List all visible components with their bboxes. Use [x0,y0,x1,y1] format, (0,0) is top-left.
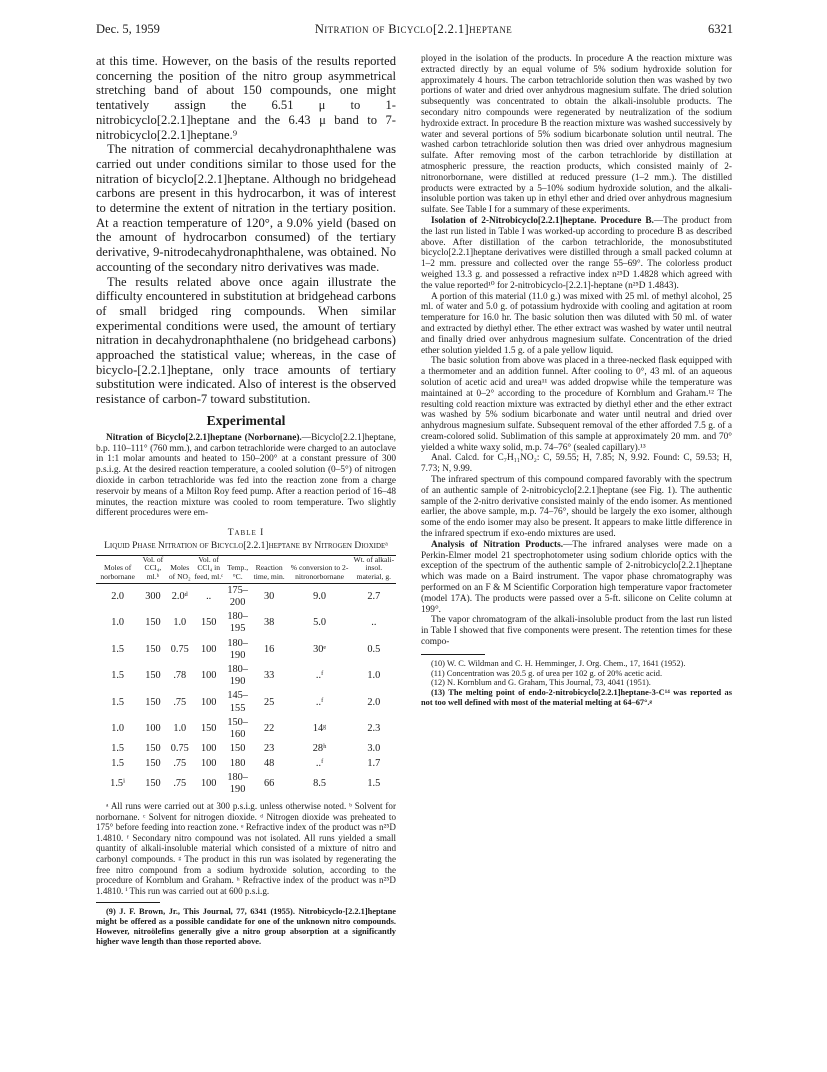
section-heading: Experimental [206,412,286,428]
table-cell: 100 [200,777,217,789]
table-cell: 23 [264,743,275,755]
table-row [96,637,396,663]
left-column [96,54,396,947]
table-cell: 100 [145,722,161,734]
column-header: Wt. of alkali-insol. material, g. [352,556,396,584]
table-row [96,742,396,756]
table-row [96,757,396,771]
experimental-paragraph [96,433,396,519]
table-cell: 180–195 [227,611,248,635]
table-cell: 150 [145,643,161,655]
paragraph: The nitration of commercial decahydronaphthalene was carried out under conditions similar to those used for the nitration of bicyclo[2.2.1]heptane. Although no bridgehead carbons are present in this hydrocarbon, it was of interest to determine the extent of nitration in the tertiary position. At a reaction temperature of 120°, a 9.0% yield (based on the amount of hydrocarbon consumed) of the tertiary derivative, 9-nitrodecahydronaphthalene, was obtained. No accounting of the secondary nitro derivatives was made. [96,142,396,274]
table-cell: 150–160 [227,716,248,741]
table-cell: .. [206,590,212,602]
table-cell: 100 [200,670,217,682]
run-in-heading: Nitration of Bicyclo[2.2.1]heptane (Norbornane). [106,432,302,443]
running-header-title: Nitration of Bicyclo[2.2.1]heptane [314,22,513,36]
table-cell: 1.5 [367,777,381,789]
table-cell: 150 [200,722,217,734]
table-cell: 100 [200,643,217,655]
table-cell: 300 [145,590,161,602]
nitration-table [96,555,396,797]
table-cell: 38 [264,617,275,629]
table-cell: 0.5 [367,643,381,655]
table-cell: 150 [145,696,161,708]
paragraph: The infrared spectrum of this compound compared favorably with the spectrum of an authentic sample of 2-nitrobicyclo[2.2.1]heptane (see Fig. 1). The authentic sample of the 2-nitro derivative consisted mainly of the endo isomer. As mentioned earlier, the above sample, m.p. 74–76°, should be largely the exo isomer, although some of the endo isomer may also be present. It appears to make little difference in the infrared spectrum if exo-endo mixtures are used. [421,475,732,540]
table-cell: .78 [173,670,187,682]
table-cell: 1.0 [111,722,125,734]
table-cell: 5.0 [313,617,326,629]
table-cell: 180–190 [227,664,248,688]
table-cell: 22 [264,722,275,734]
table-cell: 1.5ⁱ [110,777,126,789]
table-cell: 30ᵉ [313,643,327,655]
table-cell: 1.5 [111,670,125,682]
right-column [421,54,732,708]
paragraph: A portion of this material (11.0 g.) was mixed with 25 ml. of methyl alcohol, 25 ml. of water and 5.0 g. of potassium hydroxide with cooling and agitation at room temperature for 16.0 hr. The basic solution then was diluted with 50 ml. of water and extracted by diethyl ether. The ether extract was washed by water until neutral and finally dried over anhydrous magnesium sulfate. Concentration of the dried ether solution yielded 1.5 g. of a pale yellow liquid. [421,291,732,356]
table-cell: 8.5 [313,777,326,789]
table-cell: 1.0 [173,617,187,629]
column-header: Moles of NO₂ [167,556,193,584]
footnote: (9) J. F. Brown, Jr., This Journal, 77, 6341 (1955). Nitrobicyclo-[2.2.1]heptane might be offered as a possible candidate for one of the unknown nitro compounds. However, nitroölefins generally give a nitro group absorption at a significantly higher wave length than those reported above. [96,907,396,946]
footnote: (10) W. C. Wildman and C. H. Hemminger, J. Org. Chem., 17, 1641 (1952). [431,658,686,668]
running-header-date: Dec. 5, 1959 [96,22,160,36]
paragraph-body: —The product from the last run listed in Table I was worked-up according to procedure B as described above. After distillation of the carbon tetrachloride, the monosubstituted bicyclo[2.2.1]heptane derivatives were distilled through a small packed column at 1–2 mm. pressure and collected over the range 55–69°. The colorless product weighed 13.3 g. and possessed a refractive index n²⁵D 1.4828 which agreed with the value reported¹⁰ for 2-nitrobicyclo-[2.2.1]-heptane (n²⁵D 1.4843). [421,215,732,291]
table-cell: 1.0 [111,617,125,629]
table-row [96,610,396,636]
column-header: Vol. of CCl₄ in feed, ml.ᶜ [193,556,224,584]
paragraph-body: —Bicyclo[2.2.1]heptane, b.p. 110–111° (760 mm.), and carbon tetrachloride were charged to an autoclave in 1:1 molar amounts and heated to 150–200° at a constant pressure of 300 p.s.i.g. At the desired reaction temperature, a cooled solution (0–5°) of nitrogen dioxide in carbon tetrachloride was fed into the reaction zone from a charge reservoir by means of a Milton Roy feed pump. After a reaction period of 16–48 minutes, the reaction mixture was cooled to room temperature. Two slightly different procedures were em- [96,432,396,519]
table-row [96,689,396,715]
table-cell: 30 [264,590,275,602]
table-cell: 2.3 [367,722,381,734]
column-header: Vol. of CCl₄, ml.ᵇ [139,556,166,584]
table-row [96,583,396,610]
table-cell: 100 [200,696,217,708]
paragraph: at this time. However, on the basis of the results reported concerning the position of the nitro group asymmetrical stretching band of about 150 compounds, one might tentatively assign the 6.51 μ to 1-nitrobicyclo[2.2.1]heptane and the 6.43 μ band to 7-nitrobicyclo[2.2.1]heptane.⁹ [96,54,396,142]
run-in-heading: Analysis of Nitration Products. [431,539,564,550]
paragraph-body: —The infrared analyses were made on a Perkin-Elmer model 21 spectrophotometer using sodium chloride optics with the exception of the spectrum of the authentic sample of 2-nitrobicyclo[2.2.1]heptane which was made on a Baird instrument. The vapor phase chromatography was performed on an F & M Scientific Corporation high temperature vapor fractometer (model 17A). The products were passed over a 5-ft. silicone on Celite column at 199°. [421,539,732,615]
table-cell: 100 [200,743,217,755]
table-cell: 175–200 [227,584,248,609]
footnote: (13) The melting point of endo-2-nitrobicyclo[2.2.1]heptane-3-C¹⁴ was reported as not too well defined with most of the material melting at 64–67°.ᵍ [421,688,732,708]
table-row [96,716,396,742]
table-cell: 28ʰ [312,743,327,755]
column-header: Reaction time, min. [251,556,288,584]
table-cell: .75 [173,757,187,769]
table-cell: 2.0ᵈ [171,590,188,602]
table-cell: 25 [264,696,275,708]
table-cell: 180 [229,757,246,769]
table-cell: 1.5 [111,643,125,655]
table-caption: Liquid Phase Nitration of Bicyclo[2.2.1]heptane by Nitrogen Dioxideᵃ [104,541,388,552]
page-number: 6321 [708,22,733,36]
table-cell: 180–190 [227,771,248,795]
paragraph: ployed in the isolation of the products. In procedure A the reaction mixture was extracted directly by an equal volume of 5% sodium hydroxide solution for approximately 4 hours. The carbon tetrachloride solution then was washed by two portions of water and dried over anhydrous magnesium sulfate. The dried solution subsequently was concentrated to obtain the alkali-insoluble products. The secondary nitro compounds were regenerated by neutralization of the sodium hydroxide extract. In procedure B the reaction mixture was washed successively by water and several portions of 5% sodium bicarbonate solution until neutral. The washed carbon tetrachloride solution then was dried over anhydrous magnesium sulfate. After removing most of the carbon tetrachloride by distillation at atmospheric pressure, the reaction products, which consisted mainly of 2-nitronorbornane, were distilled at reduced pressure (1–2 mm.). The distilled products were extracted by a 5–10% sodium hydroxide solution, and the alkali-insoluble portion was taken up in ethyl ether and dried over anhydrous magnesium sulfate. See Table I for a summary of these experiments. [421,54,732,216]
table-cell: 33 [264,670,275,682]
table-cell: ..ᶠ [315,696,324,708]
table-cell: .75 [173,696,187,708]
column-header: Moles of norbornane [96,556,139,584]
table-footnote: ᵃ All runs were carried out at 300 p.s.i.g. unless otherwise noted. ᵇ Solvent for norbornane. ᶜ Solvent for nitrogen dioxide. ᵈ Nitrogen dioxide was preheated to 175° before feeding into reaction zone. ᵉ Refractive index of the product was n²⁵D 1.4810. ᶠ Secondary nitro compound was not isolated. All runs yielded a small quantity of alkali-insoluble material which consisted of a mixture of nitro and carbonyl compounds. ᵍ The product in this run was isolated by regenerating the free nitro compound from a sodium hydroxide solution, according to the procedure of Kornblum and Graham. ʰ Refractive index of the product was n²⁵D 1.4810. ⁱ This run was carried out at 600 p.s.i.g. [96,801,396,896]
paragraph: The vapor chromatogram of the alkali-insoluble product from the last run listed in Table I showed that five components were present. The retention times for these compo- [421,615,732,648]
table-cell: 3.0 [367,743,381,755]
column-header: % conversion to 2-nitronorbornane [287,556,351,584]
table-cell: 100 [200,757,217,769]
table-cell: 66 [264,777,275,789]
table-cell: ..ᶠ [315,670,324,682]
table-cell: 16 [264,643,275,655]
table-cell: 1.5 [111,757,125,769]
footnote: (11) Concentration was 20.5 g. of urea per 102 g. of 20% acetic acid. [431,668,663,678]
table-cell: 1.5 [111,696,125,708]
table-title: Table I [227,528,265,539]
table-cell: .75 [173,777,187,789]
table-cell: 1.7 [367,757,381,769]
table-cell: 150 [145,617,161,629]
table-cell: 2.0 [367,696,381,708]
run-in-heading: Isolation of 2-Nitrobicyclo[2.2.1]heptane. Procedure B. [431,215,654,226]
analysis-paragraph [421,540,732,616]
analysis-result: Anal. Calcd. for C₇H₁₁NO₂: C, 59.55; H, 7.85; N, 9.92. Found: C, 59.53; H, 7.73; N, 9.99. [421,453,732,475]
paragraph: The basic solution from above was placed in a three-necked flask equipped with a thermometer and an addition funnel. After cooling to 0°, 43 ml. of an aqueous solution of acetic acid and urea¹¹ was added dropwise while the temperature was maintained at 0–2° according to the procedure of Kornblum and Graham.¹² The resulting cold reaction mixture was extracted by diethyl ether and the ether extract was washed by 5% sodium bicarbonate and water until neutral and dried over anhydrous magnesium sulfate. Subsequent removal of the ether afforded 7.5 g. of a cream-colored solid. Sublimation of this sample at approximately 20 mm. and 70° yielded a white waxy solid, m.p. 74–76° (sealed capillary).¹³ [421,356,732,453]
footnote-rule [96,902,160,903]
table-cell: 48 [264,757,275,769]
table-cell: 1.5 [111,743,125,755]
table-cell: 0.75 [170,743,189,755]
table-cell: 150 [145,777,161,789]
table-cell: 2.7 [367,590,381,602]
table-cell: 14ᵍ [312,722,327,734]
column-header: Temp., °C. [224,556,250,584]
table-cell: 145–155 [227,690,248,714]
table-cell: 0.75 [170,643,189,655]
isolation-paragraph [421,216,732,292]
table-cell: 150 [229,743,246,755]
table-cell: .. [371,617,377,629]
footnote: (12) N. Kornblum and G. Graham, This Journal, 73, 4041 (1951). [431,678,651,688]
paragraph: The results related above once again illustrate the difficulty encountered in substitution at bridgehead carbons of small bridged ring compounds. When similar experimental conditions were used, the amount of tertiary nitration in decahydronaphthalene (no bridgehead carbons) approached the statistical value; whereas, in the case of bicyclo-[2.2.1]heptane, only trace amounts of tertiary substitution were indicated. Also of interest is the observed resistance of carbon-7 toward substitution. [96,274,396,407]
table-row [96,663,396,689]
table-cell: 9.0 [313,590,326,602]
table-cell: 1.0 [367,670,381,682]
table-cell: 150 [145,757,161,769]
table-row [96,771,396,797]
footnote-rule [421,654,485,655]
table-cell: 150 [200,617,217,629]
table-cell: 1.0 [173,722,187,734]
table-header-row [96,556,396,584]
table-cell: 2.0 [111,590,125,602]
table-cell: ..ᶠ [315,757,324,769]
table-cell: 180–190 [227,637,248,661]
table-cell: 150 [145,743,161,755]
table-cell: 150 [145,670,161,682]
